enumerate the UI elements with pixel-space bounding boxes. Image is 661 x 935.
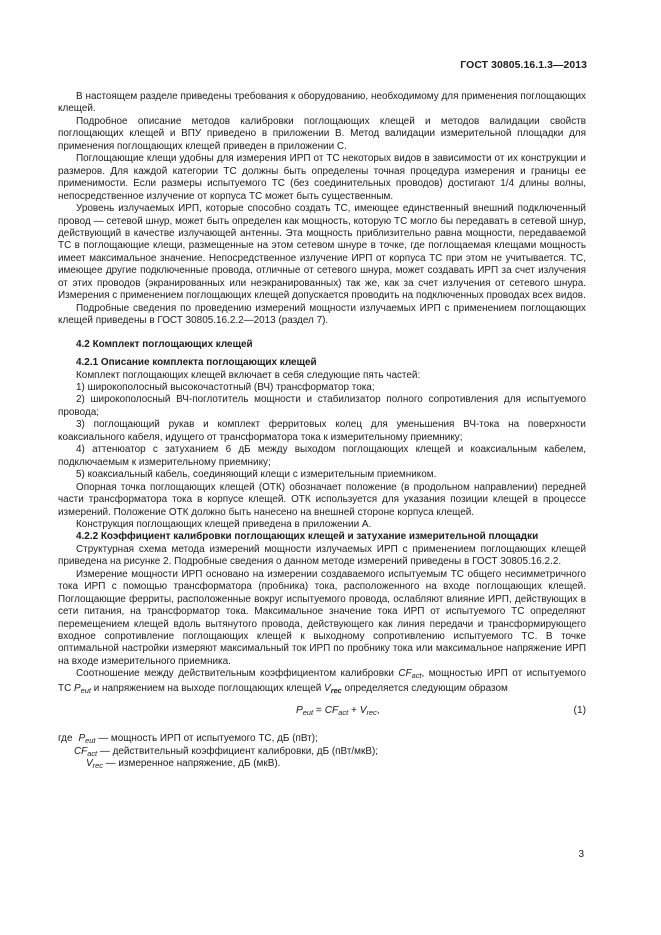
standard-header: ГОСТ 30805.16.1.3—2013	[460, 60, 587, 71]
definition-symbol: P	[78, 733, 86, 745]
formula-expression	[296, 705, 380, 719]
definition-row	[58, 746, 586, 758]
formula-subscript: eut	[302, 708, 314, 718]
formula-symbol: P	[296, 705, 303, 717]
symbol-p: P	[74, 682, 81, 694]
paragraph: Структурная схема метода измерений мощности излучаемых ИРП с применением поглощающих клещей приведена на рисунке 2. Подробные сведения о данном методе измерений приведены в ГОСТ 30805.16.2.2.	[58, 543, 586, 568]
paragraph: Подробные сведения по проведению измерений мощности излучаемых ИРП с применением поглощающих клещей приведены в ГОСТ 30805.16.2.2—2013 (раздел 7).	[58, 302, 586, 327]
formula-1	[58, 703, 586, 725]
list-item: 3) поглощающий рукав и комплект ферритовых колец для уменьшения ВЧ-тока на поверхности коаксиального кабеля, идущего от трансформатора тока к измерительному приемнику;	[58, 419, 586, 443]
symbol-v: V	[324, 682, 331, 694]
paragraph-relation	[58, 668, 586, 697]
document-body	[58, 91, 586, 771]
list-item: 5) коаксиальный кабель, соединяющий клещи с измерительным приемником.	[76, 469, 437, 481]
formula-operator: =	[313, 705, 325, 717]
definition-text: — мощность ИРП от испытуемого ТС, дБ (пВт);	[95, 733, 318, 745]
where-prefix: где	[58, 733, 73, 745]
list-item: 2) широкополосный ВЧ-поглотитель мощности и стабилизатор полного сопротивления для испытуемого провода;	[58, 394, 586, 418]
symbol-definitions	[58, 733, 586, 770]
formula-symbol: V	[359, 705, 367, 717]
text-run: Соотношение между действительным коэффициентом калибровки	[76, 668, 399, 680]
definition-subscript: act	[87, 748, 98, 758]
paragraph: В настоящем разделе приведены требования к оборудованию, необходимому для применения поглощающих клещей.	[58, 91, 586, 115]
paragraph: Поглощающие клещи удобны для измерения ИРП от ТС некоторых видов в зависимости от их конструкции и размеров. Для каждой категории ТС должны быть определены точная процедура измерения и границы ее применимости. Если размеры испытуемого ТС (без соединительных проводов) достигают 1/4 длины волны, непосредственное излучение от корпуса ТС может быть существенным.	[58, 153, 586, 202]
section-heading-4-2-1: 4.2.1 Описание комплекта поглощающих клещей	[76, 357, 317, 369]
symbol-cf: CF	[398, 668, 412, 680]
formula-subscript: act	[338, 708, 349, 718]
section-heading-4-2-2: 4.2.2 Коэффициент калибровки поглощающих клещей и затухание измерительной площадки	[76, 531, 539, 543]
paragraph: Опорная точка поглощающих клещей (ОТК) обозначает положение (в продольном направлении) передней части трансформатора тока в корпусе клещей. ОТК используется для указания позиции клещей в процессе измерений. Положение ОТК должно быть нанесено на внешней стороне корпуса клещей.	[58, 481, 586, 518]
text-run: и напряжением на выходе поглощающих клещей	[90, 682, 325, 694]
definition-text: — измеренное напряжение, дБ (мкВ).	[102, 758, 281, 770]
subscript-act: act	[411, 671, 422, 681]
list-item: 4) аттенюатор с затуханием 6 дБ между выходом поглощающих клещей и коаксиальным кабелем, подключаемым к измерительному приемнику;	[58, 444, 586, 468]
definition-symbol: CF	[74, 745, 88, 757]
paragraph: Измерение мощности ИРП основано на измерении создаваемого испытуемым ТС общего несимметричного тока ИРП с помощью трансформатора (пробника) тока, расположенного на входе поглощающих клещей. Поглощающие ферриты, расположенные вокруг испытуемого провода, ослабляют влияние ИРП, действующих в сети питания, на трансформатор тока. Максимальное значение тока ИРП от испытуемого ТС определяют перемещением клещей вдоль вытянутого провода, действующего как линия передачи и трансформирующего входное сопротивление поглощающих клещей к выходному сопротивлению испытуемого ТС. В точке оптимальной настройки измеряют максимальный ток ИРП по пробнику тока или максимальное напряжение ИРП на входе измерительного приемника.	[58, 568, 586, 667]
definition-row	[58, 758, 586, 770]
paragraph: Конструкция поглощающих клещей приведена в приложении А.	[76, 518, 372, 530]
formula-operator: +	[348, 705, 360, 717]
subscript-rec: rec	[330, 685, 342, 695]
section-heading-4-2: 4.2 Комплект поглощающих клещей	[76, 338, 253, 350]
definition-text: — действительный коэффициент калибровки, дБ (пВт/мкВ);	[97, 745, 379, 757]
formula-number: (1)	[573, 705, 586, 717]
paragraph: Уровень излучаемых ИРП, которые способно создать ТС, имеющее единственный внешний подключенный провод — сетевой шнур, может быть определен как мощность, которую ТС могло бы передавать в сетевой шнур, действующий в качестве излучающей антенны. Эта мощность приблизительно равна мощности, передаваемой ТС в поглощающие клещи, размещенные на этом сетевом шнуре в точке, где поглощаемая клещами мощность имеет максимальное значение. Непосредственное излучение ИРП от корпуса ТС при этом не учитывается. ТС, имеющее другие подключенные провода, отличные от сетевого шнура, может создавать ИРП за счет излучения от этих проводов (экранированных или неэкранированных) так же, как за счет излучения от сетевого шнура. Измерения с применением поглощающих клещей допускается проводить на подключенных проводах всех видов.	[58, 203, 586, 302]
formula-tail: ,	[376, 705, 380, 717]
formula-subscript: rec	[366, 708, 377, 718]
page-number: 3	[578, 849, 584, 860]
formula-symbol: CF	[324, 705, 339, 717]
paragraph: Комплект поглощающих клещей включает в себя следующие пять частей:	[76, 369, 421, 381]
text-run: определяется следующим образом	[341, 682, 508, 694]
definition-symbol: V	[86, 758, 93, 770]
definition-subscript: eut	[85, 736, 96, 746]
definition-subscript: rec	[92, 761, 103, 771]
subscript-eut: eut	[80, 685, 91, 695]
list-item: 1) широкополосный высокочастотный (ВЧ) трансформатор тока;	[76, 381, 375, 393]
text-run: , мощностью ИРП от испытуемого ТС	[58, 668, 586, 694]
definition-row	[58, 733, 586, 745]
paragraph: Подробное описание методов калибровки поглощающих клещей и методов валидации свойств поглощающих клещей и ВПУ приведено в приложении В. Метод валидации измерительной площадки для применения поглощающих клещей приведен в приложении С.	[58, 115, 586, 152]
